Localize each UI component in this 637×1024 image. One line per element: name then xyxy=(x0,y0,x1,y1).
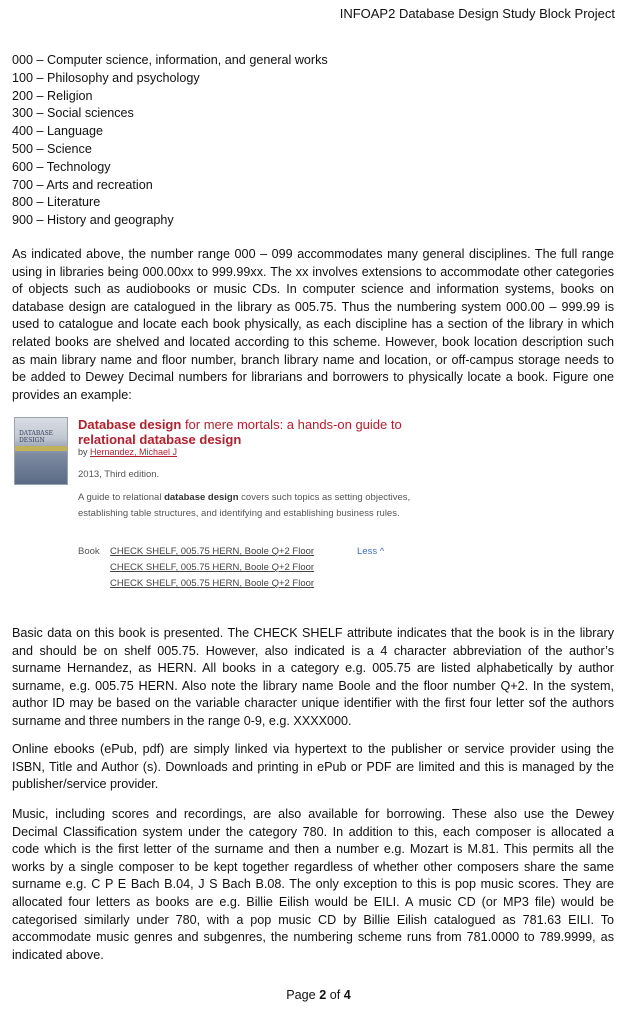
page-footer xyxy=(0,988,637,1002)
list-item: 400 – Language xyxy=(12,124,104,139)
desc-part-2: covers such topics as setting objectives, establishing table structures, and identifying and establishing business rules. xyxy=(78,492,411,519)
dewey-class-list xyxy=(12,52,328,230)
list-item: 900 – History and geography xyxy=(12,213,174,228)
shelf-entry-link[interactable]: CHECK SHELF, 005.75 HERN, Boole Q+2 Floor xyxy=(110,562,315,573)
desc-bold: database design xyxy=(164,492,239,503)
page-number: 2 xyxy=(319,988,327,1002)
list-item: 000 – Computer science, information, and general works xyxy=(12,53,328,67)
desc-part-1: A guide to relational xyxy=(78,492,165,503)
title-bold-2: relational database design xyxy=(78,432,242,447)
list-item: 600 – Technology xyxy=(12,159,111,174)
book-cover-image[interactable] xyxy=(14,417,68,485)
paragraph-dewey-range: As indicated above, the number range 000 – 099 accommodates many general disciplines. The full range using in libraries being 000.00xx to 999.99xx. The xx involves extensions to accommodate other categories of objects such as audiobooks or music CDs. In computer science and information systems, books on database design are catalogued in the library as 005.75. Thus the numbering system 000.00 – 999.99 is used to catalogue and locate each book physically, as each discipline has a section of the library in which related books are shelved and located according to this scheme. However, book location description such as main library name and floor number, branch library name and location, or off-campus storage needs to be added to Dewey Decimal numbers for librarians and borrowers to physically locate a book. Figure one provides an example: xyxy=(12,247,614,402)
book-title-link[interactable] xyxy=(78,417,418,447)
page-of: of xyxy=(326,988,344,1002)
book-edition: 2013, Third edition. xyxy=(78,469,160,480)
list-item: 200 – Religion xyxy=(12,88,93,103)
list-item: 300 – Social sciences xyxy=(12,106,134,121)
list-item: 700 – Arts and recreation xyxy=(12,177,153,192)
paragraph-ebooks: Online ebooks (ePub, pdf) are simply linked via hypertext to the publisher or service provider using the ISBN, Title and Author (s). Downloads and printing in ePub or PDF are limited and this is managed by the publisher/service provider. xyxy=(12,742,614,792)
by-label: by xyxy=(78,447,91,457)
cover-title: DATABASE DESIGN xyxy=(19,430,54,444)
shelf-entry-link[interactable]: CHECK SHELF, 005.75 HERN, Boole Q+2 Floor xyxy=(110,578,315,589)
format-label: Book xyxy=(78,546,100,557)
list-item: 100 – Philosophy and psychology xyxy=(12,70,200,85)
cover-band xyxy=(15,446,67,451)
page-prefix: Page xyxy=(286,988,320,1002)
document-header: INFOAP2 Database Design Study Block Project xyxy=(339,6,615,21)
paragraph-music: Music, including scores and recordings, are also available for borrowing. These also use the Dewey Decimal Classification system under the category 780. In addition to this, each composer is allocated a code which is the first letter of the surname and then a number e.g. Mozart is M.81. This permits all the works by a single composer to be kept together regardless of whether other composers share the same surname e.g. C P E Bach B.04, J S Bach B.08. The only exception to this is pop music scores. They are allocated four letters as books are e.g. Billie Eilish would be EILI. A music CD (or MP3 file) would be categorised similarly under 780, with a pop music CD by Billie Eilish catalogued as 781.63 EILI. To accommodate music genres and subgenres, the numbering scheme runs from 781.0000 to 789.9999, as indicated above. xyxy=(12,807,614,962)
shelf-entry-link[interactable]: CHECK SHELF, 005.75 HERN, Boole Q+2 Floor xyxy=(110,546,315,557)
book-author-line xyxy=(78,447,177,457)
title-normal: for mere mortals: a hands-on guide to xyxy=(181,417,402,432)
page-total: 4 xyxy=(343,988,351,1002)
title-bold-1: Database design xyxy=(78,417,182,432)
book-description xyxy=(78,490,423,522)
paragraph-basic-data: Basic data on this book is presented. The CHECK SHELF attribute indicates that the book is in the library and should be on shelf 005.75. However, also indicated is a 4 character abbreviation of the author’s surname Hernandez, as HERN. All books in a category e.g. 005.75 are listed alphabetically by author surname, e.g. 005.75 HERN. Also note the library name Boole and the floor number Q+2. In the system, author ID may be based on the variable character unique identifier with the first four letter sof the authors surname and three numbers in the range 0-9, e.g. XXXX000. xyxy=(12,626,614,728)
catalogue-figure xyxy=(14,415,434,600)
list-item: 500 – Science xyxy=(12,141,92,156)
list-item: 800 – Literature xyxy=(12,195,101,210)
less-toggle-link[interactable]: Less ^ xyxy=(357,546,385,557)
author-link[interactable]: Hernandez, Michael J xyxy=(90,447,178,457)
